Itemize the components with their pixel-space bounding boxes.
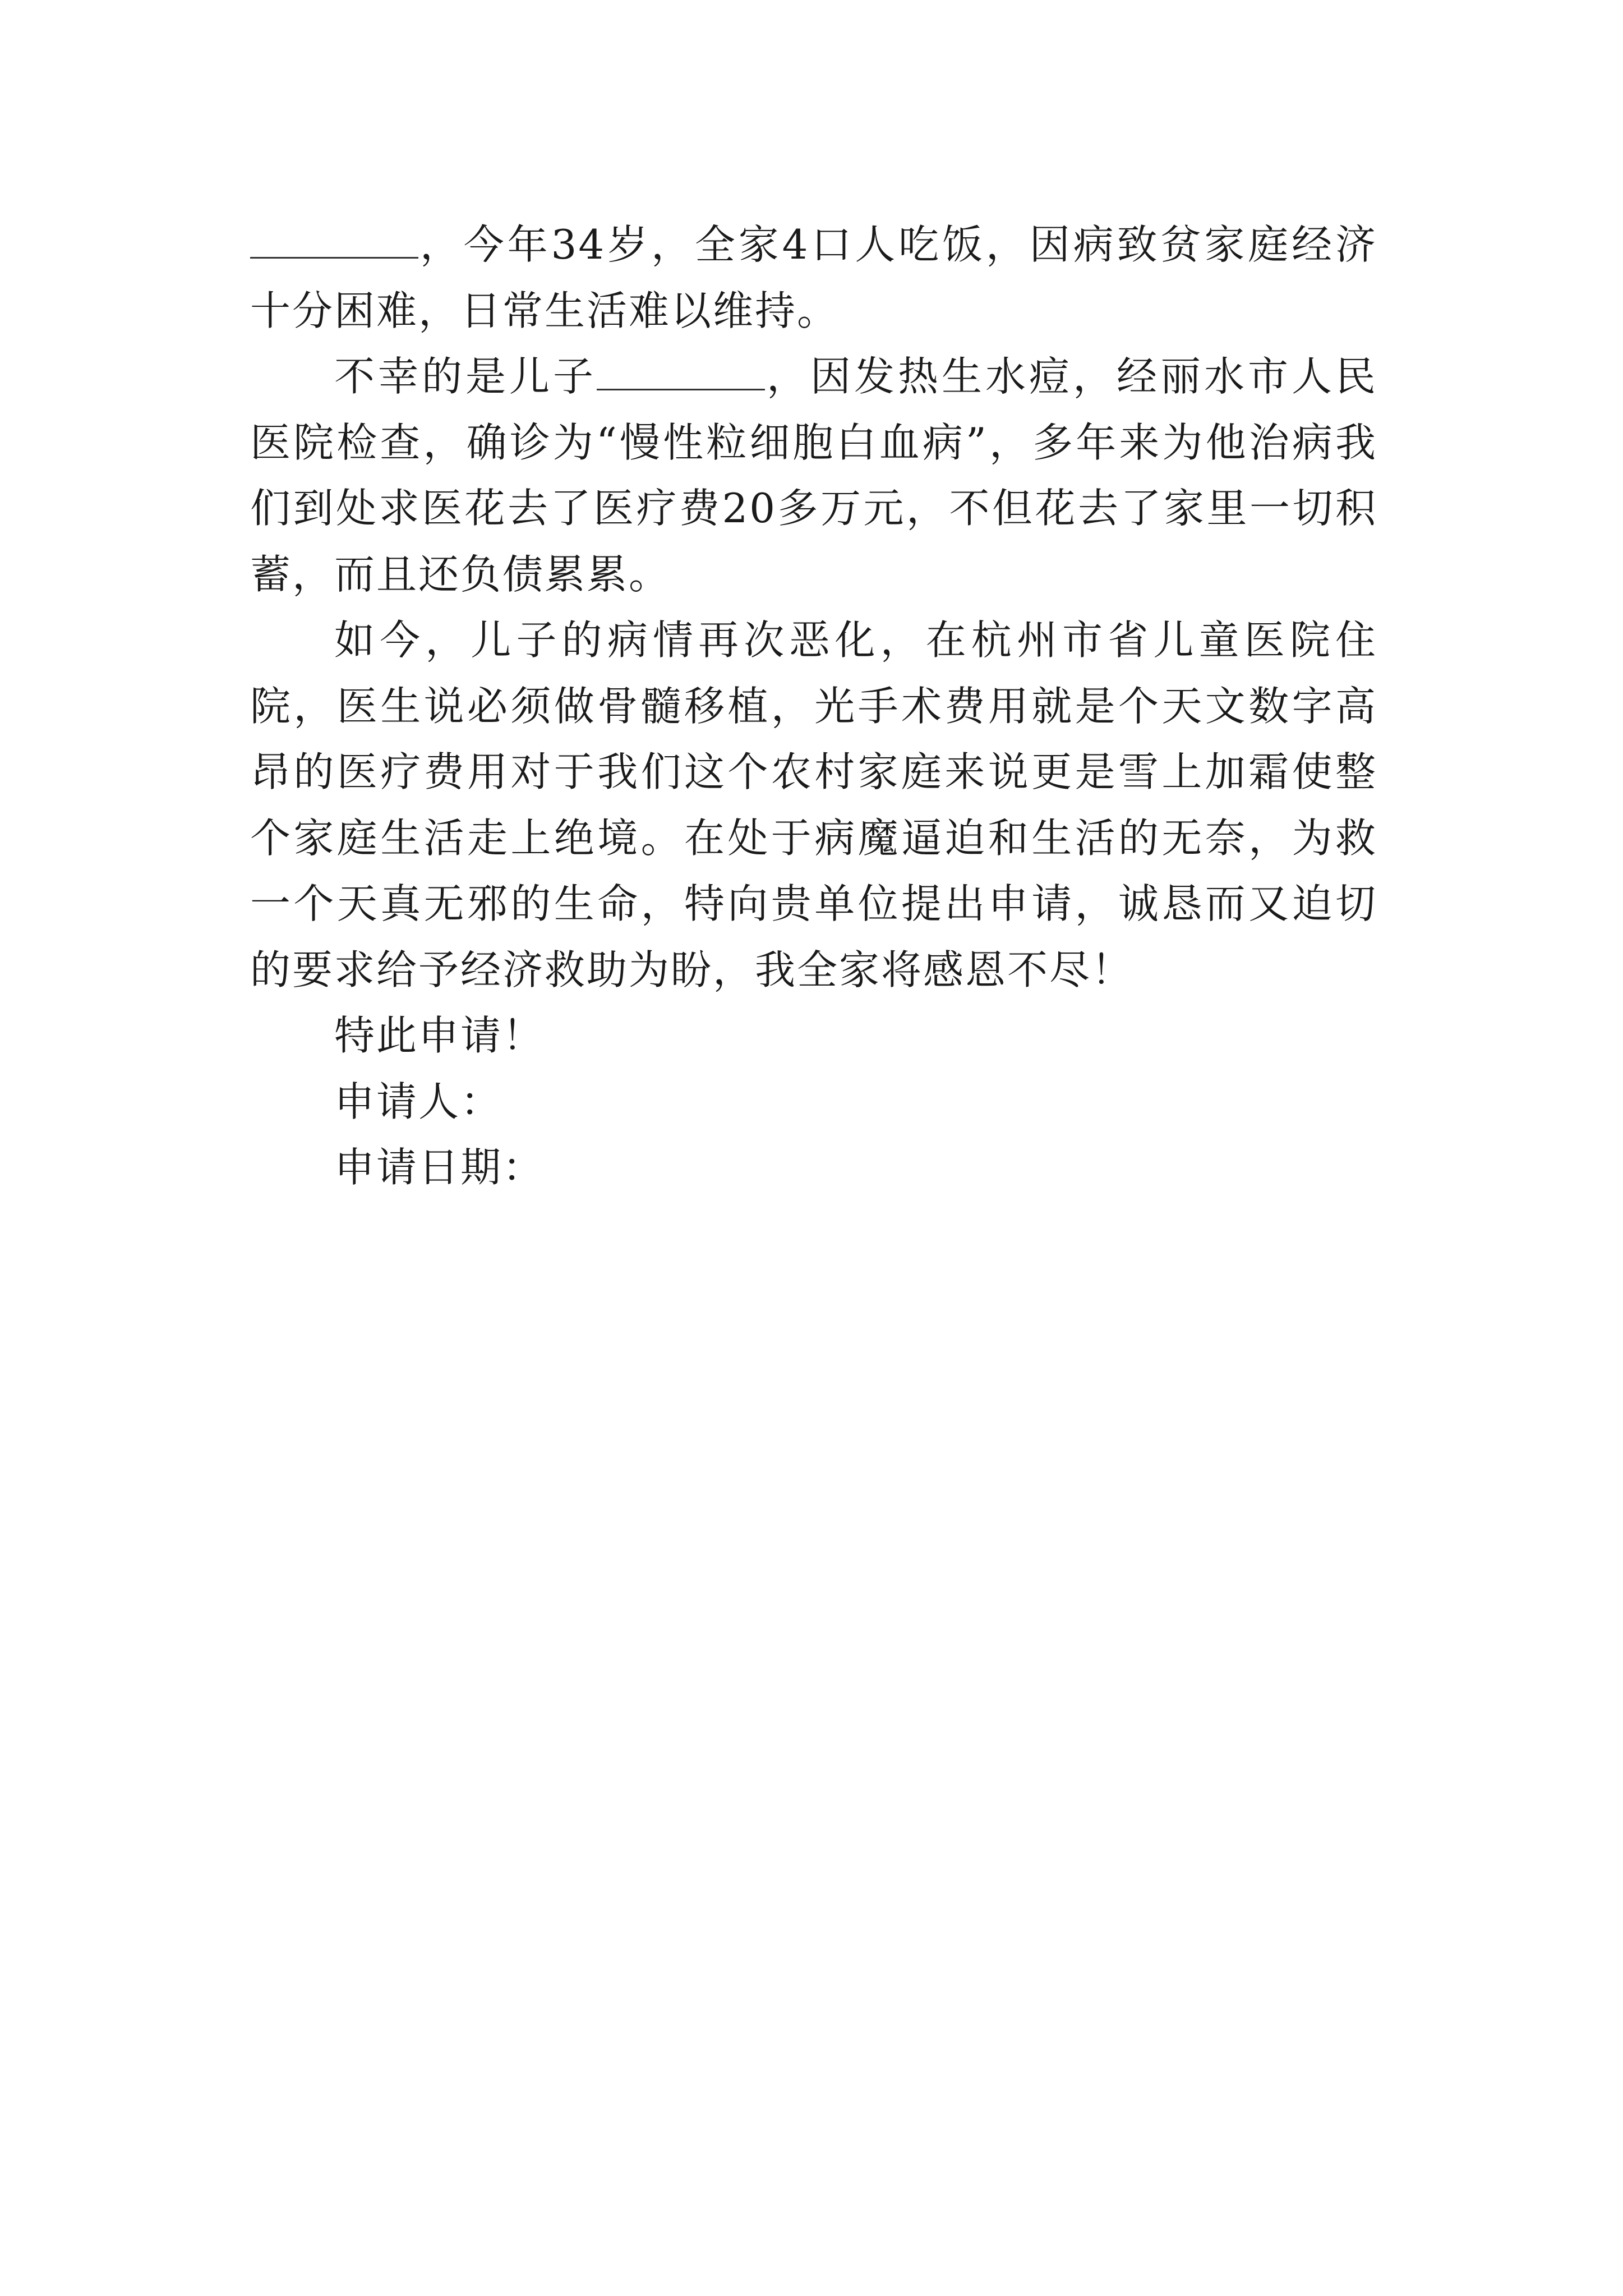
- applicant-label: 申请人：: [334, 1078, 503, 1125]
- paragraph-illness: [250, 344, 1377, 608]
- paragraph-1-text: ，今年34岁，全家4口人吃饭，因病致贫家庭经济十分困难，日常生活难以维持。: [250, 221, 1377, 334]
- son-name-blank: [597, 349, 765, 390]
- paragraph-family-situation: [250, 212, 1377, 344]
- closing-line: 特此申请！: [334, 1012, 545, 1059]
- name-blank: [250, 218, 418, 259]
- paragraph-request: 如今，儿子的病情再次恶化，在杭州市省儿童医院住院，医生说必须做骨髓移植，光手术费用就是个天文数字高昂的医疗费用对于我们这个农村家庭来说更是雪上加霜使整个家庭生活走上绝境。在处于病魔逼迫和生活的无奈，为救一个天真无邪的生命，特向贵单位提出申请，诚恳而又迫切的要求给予经济救助为盼，我全家将感恩不尽！: [250, 616, 1377, 993]
- document-body: [250, 212, 1377, 1201]
- application-date-label: 申请日期：: [334, 1144, 545, 1191]
- paragraph-2-text: ，因发热生水痘，经丽水市人民医院检查，确诊为“慢性粒细胞白血病”，多年来为他治病我们到处求医花去了医疗费20多万元，不但花去了家里一切积蓄，而且还负债累累。: [250, 353, 1377, 598]
- paragraph-2-lead: 不幸的是儿子: [334, 353, 597, 400]
